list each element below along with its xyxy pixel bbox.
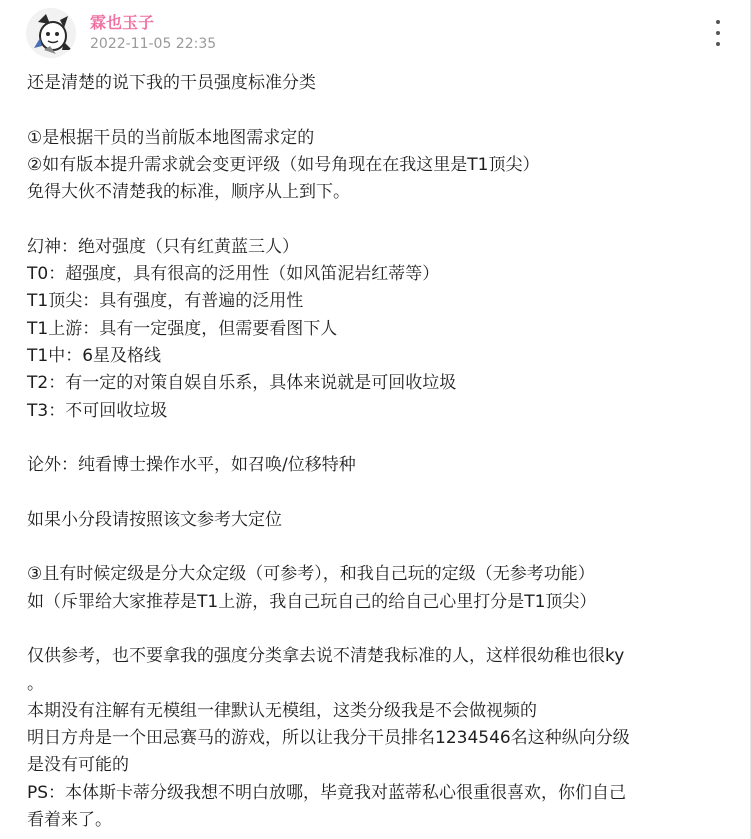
post-text-line: T2：有一定的对策自娱自乐系，具体来说就是可回收垃圾	[27, 373, 457, 394]
post-text-line: T1中：6星及格线	[27, 345, 162, 366]
blank-line	[27, 616, 727, 643]
post-text-line: 。	[27, 673, 44, 694]
avatar-icon[interactable]	[26, 8, 76, 58]
more-dot	[716, 31, 720, 35]
post-timestamp: 2022-11-05 22:35	[90, 36, 217, 52]
post-text-line: 免得大伙不清楚我的标准，顺序从上到下。	[27, 182, 350, 203]
more-dot	[716, 42, 720, 46]
post-text-line: 明日方舟是一个田忌赛马的游戏，所以让我分干员排名1234546名这种纵向分级	[27, 728, 630, 749]
post-text-line: 还是清楚的说下我的干员强度标准分类	[27, 73, 316, 93]
post-body	[27, 70, 727, 834]
post-text-line: ①是根据干员的当前版本地图需求定的	[27, 127, 315, 148]
post-text-line: PS：本体斯卡蒂分级我想不明白放哪，毕竟我对蓝蒂私心很重很喜欢，你们自己	[27, 782, 627, 803]
post-text-line: T1顶尖：具有强度，有普遍的泛用性	[27, 291, 304, 312]
post-text-line: T0：超强度，具有很高的泛用性（如风笛泥岩红蒂等）	[27, 264, 440, 285]
post-text-line: 幻神：绝对强度（只有红黄蓝三人）	[27, 236, 299, 257]
post-header	[26, 8, 730, 60]
blank-line	[27, 534, 727, 561]
post-text-line: 论外：纯看博士操作水平，如召唤/位移特种	[27, 455, 356, 476]
post-text-line: 如（斥罪给大家推荐是T1上游，我自己玩自己的给自己心里打分是T1顶尖）	[27, 591, 597, 612]
blank-line	[27, 479, 727, 506]
blank-line	[27, 206, 727, 233]
post-text-line: T1上游：具有一定强度，但需要看图下人	[27, 318, 338, 339]
blank-line	[27, 425, 727, 452]
post-text-line: ②如有版本提升需求就会变更评级（如号角现在在我这里是T1顶尖）	[27, 154, 540, 175]
more-dot	[716, 20, 720, 24]
post-text-line: 如果小分段请按照该文参考大定位	[27, 509, 282, 530]
username[interactable]: 霖也玉子	[90, 13, 155, 32]
post-text-line: T3：不可回收垃圾	[27, 400, 168, 421]
more-vertical-icon[interactable]	[706, 20, 730, 46]
post-text-line: ③且有时候定级是分大众定级（可参考），和我自己玩的定级（无参考功能）	[27, 564, 595, 585]
post-text-line: 仅供参考，也不要拿我的强度分类拿去说不清楚我标准的人，这样很幼稚也很ky	[27, 646, 625, 667]
post-text-line: 看着来了。	[27, 810, 112, 831]
blank-line	[27, 97, 727, 124]
post-text-line: 是没有可能的	[27, 755, 129, 776]
post-text-line: 本期没有注解有无模组一律默认无模组，这类分级我是不会做视频的	[27, 700, 537, 721]
